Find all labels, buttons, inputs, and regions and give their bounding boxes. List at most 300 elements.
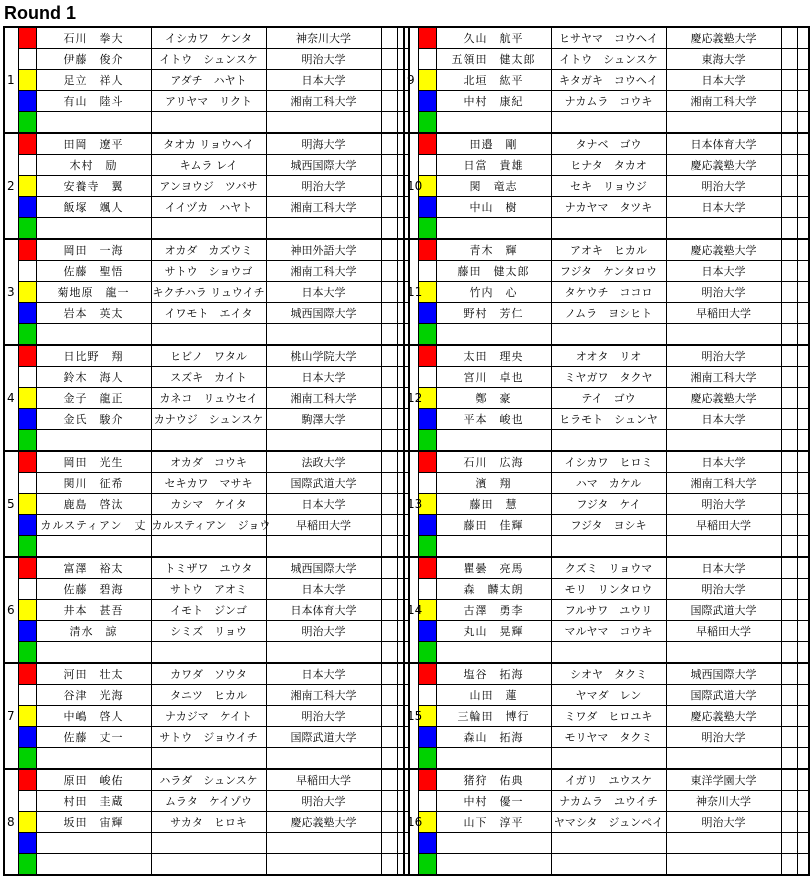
player-name: 佐藤 聖悟 (36, 261, 151, 282)
color-swatch (419, 261, 436, 281)
color-swatch (19, 664, 36, 684)
player-row (4, 70, 409, 91)
score-cell (381, 727, 397, 748)
player-name: 鄭 豪 (436, 388, 551, 409)
color-swatch (19, 261, 36, 281)
rank-cell (797, 239, 809, 261)
color-swatch (19, 409, 36, 429)
rank-cell (797, 49, 809, 70)
player-school: 早稲田大学 (666, 621, 781, 642)
color-slot (18, 388, 36, 409)
player-row (4, 451, 409, 473)
score-cell (781, 621, 797, 642)
color-slot (18, 685, 36, 706)
player-school: 神奈川大学 (666, 791, 781, 812)
color-slot (18, 494, 36, 515)
groups-table-left (3, 26, 410, 876)
player-row (404, 282, 809, 303)
color-swatch (419, 473, 436, 493)
player-kana (551, 536, 666, 558)
color-slot (18, 727, 36, 748)
score-cell (381, 557, 397, 579)
player-row (4, 685, 409, 706)
color-swatch (419, 240, 436, 260)
score-cell (381, 536, 397, 558)
player-name (36, 748, 151, 770)
player-school: 湘南工科大学 (666, 367, 781, 388)
player-row (404, 176, 809, 197)
color-swatch (419, 112, 436, 132)
player-name (36, 536, 151, 558)
score-cell (781, 261, 797, 282)
color-swatch (19, 155, 36, 175)
color-slot (18, 409, 36, 430)
rank-cell (797, 367, 809, 388)
player-school: 日本体育大学 (266, 600, 381, 621)
player-row (404, 218, 809, 240)
player-row (4, 112, 409, 134)
player-row (4, 133, 409, 155)
player-name: 猪狩 佑典 (436, 769, 551, 791)
player-kana: モリ リンタロウ (551, 579, 666, 600)
player-school: 駒澤大学 (266, 409, 381, 430)
player-school: 湘南工科大学 (266, 388, 381, 409)
player-row (404, 812, 809, 833)
player-row (404, 324, 809, 346)
color-swatch (19, 621, 36, 641)
player-name: 中村 康紀 (436, 91, 551, 112)
color-slot (418, 345, 436, 367)
rank-cell (797, 133, 809, 155)
player-school (666, 748, 781, 770)
color-slot (18, 239, 36, 261)
player-row (4, 155, 409, 176)
color-slot (18, 663, 36, 685)
player-name: 久山 航平 (436, 27, 551, 49)
player-kana: セキカワ マサキ (151, 473, 266, 494)
player-name: 鈴木 海人 (36, 367, 151, 388)
player-school: 明治大学 (666, 812, 781, 833)
player-kana: モリヤマ タクミ (551, 727, 666, 748)
color-slot (418, 239, 436, 261)
player-school (266, 642, 381, 664)
rank-cell (797, 388, 809, 409)
player-school (666, 324, 781, 346)
player-row (4, 239, 409, 261)
player-name: 河田 壮太 (36, 663, 151, 685)
player-name: 三輪田 博行 (436, 706, 551, 727)
player-school: 城西国際大学 (266, 303, 381, 324)
rank-cell (797, 155, 809, 176)
color-slot (18, 367, 36, 388)
player-kana: カルスティアン ジョウ (151, 515, 266, 536)
player-row (4, 218, 409, 240)
color-slot (418, 451, 436, 473)
player-school: 神田外語大学 (266, 239, 381, 261)
color-swatch (419, 452, 436, 472)
player-name: 田邉 剛 (436, 133, 551, 155)
color-swatch (419, 346, 436, 366)
color-swatch (419, 579, 436, 599)
player-name: 村田 圭蔵 (36, 791, 151, 812)
player-school: 慶応義塾大学 (666, 155, 781, 176)
color-slot (18, 515, 36, 536)
color-swatch (19, 579, 36, 599)
score-cell (781, 218, 797, 240)
player-row (4, 515, 409, 536)
player-school (666, 430, 781, 452)
score-cell (381, 600, 397, 621)
score-cell (381, 282, 397, 303)
color-slot (418, 324, 436, 346)
player-kana (151, 112, 266, 134)
score-cell (781, 812, 797, 833)
player-name: 佐藤 丈一 (36, 727, 151, 748)
color-swatch (19, 134, 36, 154)
player-kana: ヒサヤマ コウヘイ (551, 27, 666, 49)
player-kana: ムラタ ケイゾウ (151, 791, 266, 812)
player-row (4, 833, 409, 854)
color-slot (18, 473, 36, 494)
player-name: 石川 拳大 (36, 27, 151, 49)
rank-cell (797, 706, 809, 727)
player-row (4, 197, 409, 218)
player-kana: ヤマダ レン (551, 685, 666, 706)
player-kana: ヤマシタ ジュンペイ (551, 812, 666, 833)
player-kana: キタガキ コウヘイ (551, 70, 666, 91)
player-row (4, 27, 409, 49)
color-swatch (419, 748, 436, 768)
color-slot (418, 367, 436, 388)
player-name (36, 642, 151, 664)
score-cell (381, 112, 397, 134)
player-school: 明治大学 (666, 282, 781, 303)
player-school: 城西国際大学 (266, 557, 381, 579)
player-name: カルスティアン 丈 (36, 515, 151, 536)
player-school (666, 854, 781, 876)
player-row (404, 854, 809, 876)
rank-cell (797, 27, 809, 49)
group-number: 12 (404, 345, 418, 451)
color-slot (418, 854, 436, 876)
player-name: 金氏 駿介 (36, 409, 151, 430)
color-swatch (419, 91, 436, 111)
player-row (404, 409, 809, 430)
player-kana: カナウジ シュンスケ (151, 409, 266, 430)
color-swatch (19, 452, 36, 472)
player-kana: ヒナタ タカオ (551, 155, 666, 176)
color-slot (418, 769, 436, 791)
player-kana: タオカ リョウヘイ (151, 133, 266, 155)
color-slot (18, 748, 36, 770)
score-cell (381, 621, 397, 642)
player-kana (151, 854, 266, 876)
player-row (4, 727, 409, 748)
player-kana: アンヨウジ ツバサ (151, 176, 266, 197)
page-title: Round 1 (4, 3, 76, 23)
player-kana: アオキ ヒカル (551, 239, 666, 261)
group-number: 15 (404, 663, 418, 769)
color-swatch (419, 621, 436, 641)
player-school: 神奈川大学 (266, 27, 381, 49)
rank-cell (797, 812, 809, 833)
color-swatch (19, 303, 36, 323)
color-slot (18, 345, 36, 367)
player-kana (551, 833, 666, 854)
color-slot (418, 49, 436, 70)
color-slot (418, 27, 436, 49)
player-kana: イモト ジンゴ (151, 600, 266, 621)
color-swatch (19, 324, 36, 344)
player-row (4, 663, 409, 685)
score-cell (381, 642, 397, 664)
player-school: 国際武道大学 (666, 685, 781, 706)
color-slot (418, 536, 436, 558)
score-cell (381, 748, 397, 770)
player-name: 北垣 紘平 (436, 70, 551, 91)
color-swatch (19, 600, 36, 620)
color-swatch (19, 197, 36, 217)
score-cell (381, 812, 397, 833)
color-swatch (419, 197, 436, 217)
color-slot (18, 557, 36, 579)
color-slot (418, 833, 436, 854)
color-swatch (19, 854, 36, 874)
player-name: 関川 征希 (36, 473, 151, 494)
player-school (666, 218, 781, 240)
player-kana: イトウ シュンスケ (151, 49, 266, 70)
rank-cell (797, 494, 809, 515)
player-row (4, 345, 409, 367)
score-cell (781, 345, 797, 367)
player-kana: イシカワ ヒロミ (551, 451, 666, 473)
player-row (4, 791, 409, 812)
group-number: 6 (4, 557, 18, 663)
player-row (404, 155, 809, 176)
rank-cell (797, 261, 809, 282)
score-cell (781, 451, 797, 473)
color-slot (18, 112, 36, 134)
player-name (436, 833, 551, 854)
player-kana: カネコ リュウセイ (151, 388, 266, 409)
rank-cell (797, 112, 809, 134)
player-row (4, 557, 409, 579)
color-slot (18, 769, 36, 791)
player-name: 原田 峻佑 (36, 769, 151, 791)
player-name: 伊藤 俊介 (36, 49, 151, 70)
color-slot (418, 430, 436, 452)
score-cell (781, 176, 797, 197)
score-cell (381, 769, 397, 791)
score-cell (781, 324, 797, 346)
rank-cell (797, 854, 809, 876)
score-cell (781, 748, 797, 770)
player-school: 明海大学 (266, 133, 381, 155)
color-swatch (19, 727, 36, 747)
color-swatch (419, 70, 436, 90)
player-row (404, 197, 809, 218)
rank-cell (797, 70, 809, 91)
score-cell (381, 515, 397, 536)
rank-cell (797, 663, 809, 685)
player-row (4, 303, 409, 324)
color-swatch (419, 430, 436, 450)
player-name: 谷津 光海 (36, 685, 151, 706)
score-cell (381, 345, 397, 367)
score-cell (781, 494, 797, 515)
color-swatch (419, 303, 436, 323)
player-kana: ハラダ シュンスケ (151, 769, 266, 791)
player-name: 平本 峻也 (436, 409, 551, 430)
player-kana: スズキ カイト (151, 367, 266, 388)
player-name: 藤田 佳輝 (436, 515, 551, 536)
player-name (436, 324, 551, 346)
player-school: 湘南工科大学 (666, 91, 781, 112)
color-slot (18, 176, 36, 197)
rank-cell (797, 621, 809, 642)
player-kana: カシマ ケイタ (151, 494, 266, 515)
player-kana: タニツ ヒカル (151, 685, 266, 706)
rank-cell (797, 324, 809, 346)
color-swatch (419, 770, 436, 790)
score-cell (381, 27, 397, 49)
player-name (36, 854, 151, 876)
player-name: 坂田 宙輝 (36, 812, 151, 833)
score-cell (381, 451, 397, 473)
player-row (4, 812, 409, 833)
color-swatch (419, 642, 436, 662)
rank-cell (797, 91, 809, 112)
player-kana: セキ リョウジ (551, 176, 666, 197)
player-row (404, 133, 809, 155)
score-cell (781, 557, 797, 579)
group-number: 4 (4, 345, 18, 451)
player-school: 湘南工科大学 (266, 685, 381, 706)
score-cell (781, 409, 797, 430)
player-row (4, 261, 409, 282)
color-slot (18, 536, 36, 558)
group-number: 13 (404, 451, 418, 557)
color-slot (418, 621, 436, 642)
player-name: 富澤 裕太 (36, 557, 151, 579)
player-school: 日本大学 (266, 282, 381, 303)
player-kana: オオタ リオ (551, 345, 666, 367)
rank-cell (797, 685, 809, 706)
color-swatch (19, 748, 36, 768)
color-swatch (19, 367, 36, 387)
player-school (266, 748, 381, 770)
player-school (266, 536, 381, 558)
score-cell (381, 176, 397, 197)
color-swatch (19, 685, 36, 705)
player-school: 日本大学 (666, 409, 781, 430)
color-swatch (19, 388, 36, 408)
group-number: 1 (4, 27, 18, 133)
group-number: 2 (4, 133, 18, 239)
player-kana: テイ ゴウ (551, 388, 666, 409)
color-swatch (19, 770, 36, 790)
player-school (266, 324, 381, 346)
player-name: 石川 広海 (436, 451, 551, 473)
color-swatch (419, 558, 436, 578)
rank-cell (797, 345, 809, 367)
player-kana: クズミ リョウマ (551, 557, 666, 579)
player-school: 明治大学 (266, 176, 381, 197)
color-swatch (19, 218, 36, 238)
player-school (666, 642, 781, 664)
player-kana (151, 748, 266, 770)
color-swatch (419, 218, 436, 238)
score-cell (381, 49, 397, 70)
player-school (266, 218, 381, 240)
player-name: 丸山 晃輝 (436, 621, 551, 642)
player-row (4, 536, 409, 558)
player-school: 慶応義塾大学 (666, 388, 781, 409)
player-name: 森山 拓海 (436, 727, 551, 748)
player-school: 日本大学 (266, 367, 381, 388)
rank-cell (797, 409, 809, 430)
player-row (404, 367, 809, 388)
color-swatch (19, 91, 36, 111)
player-school: 早稲田大学 (266, 769, 381, 791)
score-cell (381, 473, 397, 494)
rank-cell (797, 769, 809, 791)
color-slot (418, 515, 436, 536)
player-row (404, 451, 809, 473)
player-row (404, 70, 809, 91)
color-slot (418, 579, 436, 600)
color-swatch (419, 833, 436, 853)
player-school: 湘南工科大学 (266, 197, 381, 218)
player-kana (551, 218, 666, 240)
player-name: 濱 翔 (436, 473, 551, 494)
player-school: 明治大学 (666, 579, 781, 600)
player-name: 佐藤 碧海 (36, 579, 151, 600)
player-kana: サトウ アオミ (151, 579, 266, 600)
player-name: 飯塚 颯人 (36, 197, 151, 218)
player-kana: タナベ ゴウ (551, 133, 666, 155)
player-kana: ミワダ ヒロユキ (551, 706, 666, 727)
player-name (36, 112, 151, 134)
player-kana: サトウ ショウゴ (151, 261, 266, 282)
player-row (404, 345, 809, 367)
player-kana (551, 854, 666, 876)
score-cell (781, 70, 797, 91)
player-name (36, 218, 151, 240)
player-name: 中嶋 啓人 (36, 706, 151, 727)
player-kana: フジタ ケイ (551, 494, 666, 515)
player-name: 菊地原 龍一 (36, 282, 151, 303)
rank-cell (797, 451, 809, 473)
score-cell (781, 769, 797, 791)
score-cell (381, 218, 397, 240)
player-school (666, 536, 781, 558)
color-swatch (19, 28, 36, 48)
player-school: 国際武道大学 (266, 727, 381, 748)
score-cell (781, 854, 797, 876)
player-kana: ハマ カケル (551, 473, 666, 494)
color-swatch (19, 176, 36, 196)
color-slot (418, 557, 436, 579)
player-row (4, 367, 409, 388)
player-kana: マルヤマ コウキ (551, 621, 666, 642)
player-name: 山下 淳平 (436, 812, 551, 833)
player-kana (551, 430, 666, 452)
player-school: 明治大学 (266, 791, 381, 812)
player-kana: イシカワ ケンタ (151, 27, 266, 49)
score-cell (781, 367, 797, 388)
color-slot (18, 854, 36, 876)
